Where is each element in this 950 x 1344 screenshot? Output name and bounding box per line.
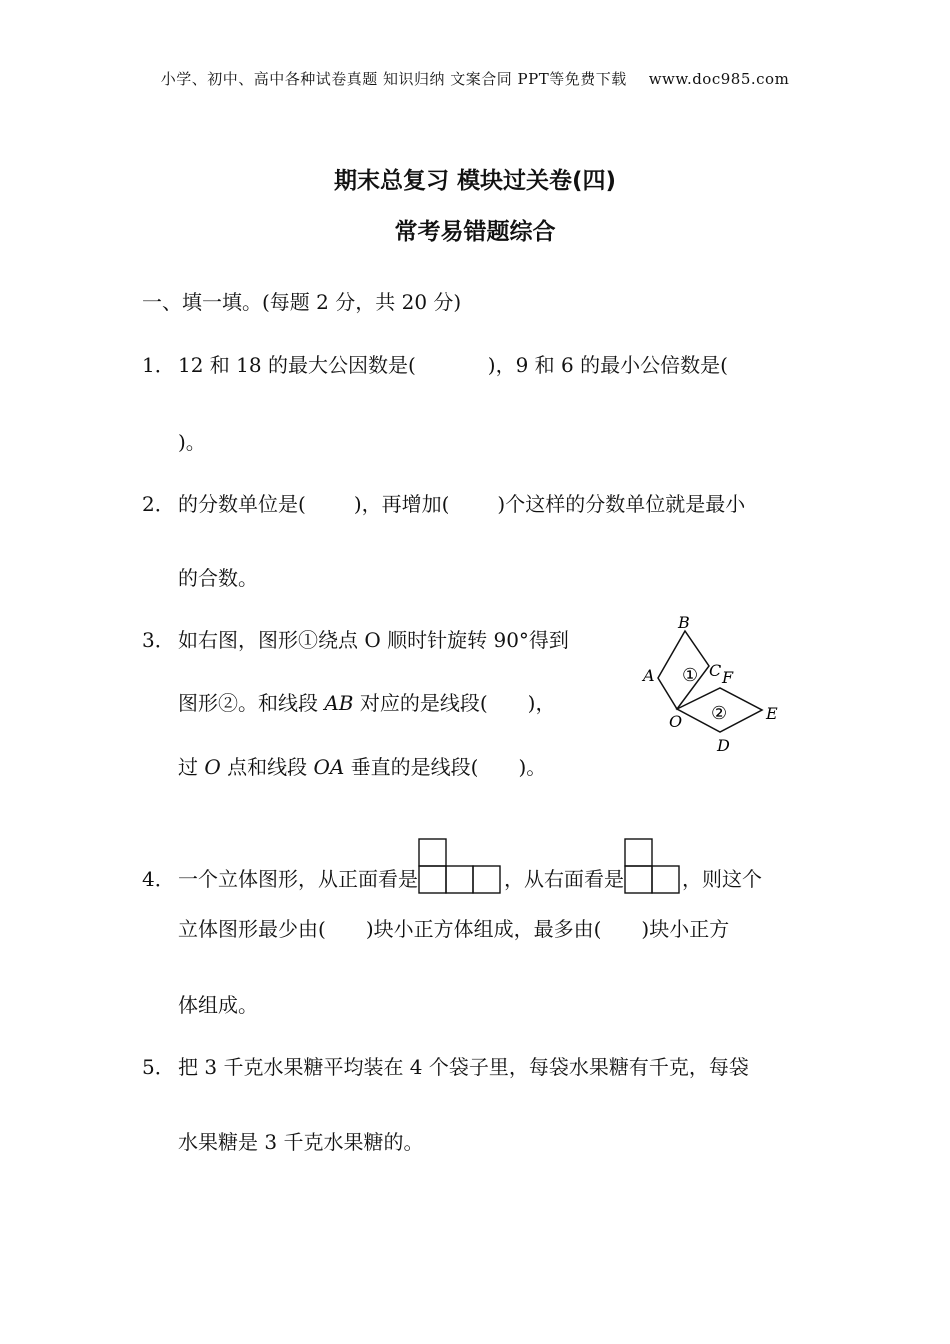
point-label-o: O <box>669 712 683 731</box>
point-label-d: D <box>717 736 730 755</box>
question-number: 3． <box>142 628 175 652</box>
question-2-line-1: 2． 的分数单位是( )，再增加( )个这样的分数单位就是最小 <box>142 492 746 516</box>
point-label-c: C <box>709 661 722 680</box>
question-4-line-3: 体组成。 <box>178 993 258 1017</box>
point-label-a: A <box>643 666 655 685</box>
question-3-line-1: 3． 如右图，图形①绕点 O 顺时针旋转 90°得到 <box>142 628 569 652</box>
point-label-e: E <box>766 704 778 723</box>
question-number: 5． <box>142 1055 175 1079</box>
question-4-line-1: 4． 一个立体图形，从正面看是 ，从右面看是 ，则这个 <box>142 838 762 901</box>
point-label-f: F <box>722 668 734 687</box>
rotation-figure <box>632 606 792 756</box>
page-header <box>0 68 950 89</box>
question-5-line-2: 水果糖是 3 千克水果糖的。 <box>178 1130 424 1154</box>
question-2-line-2: 的合数。 <box>178 566 258 590</box>
section-heading: 一、填一填。(每题 2 分，共 20 分) <box>142 290 462 314</box>
question-number: 1． <box>142 353 175 377</box>
right-view-figure <box>624 838 682 901</box>
question-4-line-2: 立体图形最少由( )块小正方体组成，最多由( )块小正方 <box>178 917 730 941</box>
question-number: 4． <box>142 867 175 891</box>
question-3-line-2: 图形②。和线段 AB 对应的是线段( )， <box>178 691 556 715</box>
question-1-line-2: )。 <box>178 430 206 454</box>
page-title: 期末总复习 模块过关卷(四) <box>333 168 617 194</box>
header-text: 小学、初中、高中各种试卷真题 知识归纳 文案合同 PPT等免费下载 <box>160 70 627 88</box>
shape-2-label: ② <box>711 703 728 724</box>
shape-1-label: ① <box>682 665 699 686</box>
page-subtitle: 常考易错题综合 <box>394 219 556 245</box>
question-number: 2． <box>142 492 175 516</box>
header-url: www.doc985.com <box>648 70 790 88</box>
question-3-line-3: 过 O 点和线段 OA 垂直的是线段( )。 <box>178 755 547 779</box>
front-view-figure <box>418 838 504 901</box>
question-1-line-1: 1． 12 和 18 的最大公因数是( )，9 和 6 的最小公倍数是( <box>142 353 728 377</box>
question-5-line-1: 5． 把 3 千克水果糖平均装在 4 个袋子里，每袋水果糖有千克，每袋 <box>142 1055 749 1079</box>
point-label-b: B <box>678 613 690 632</box>
